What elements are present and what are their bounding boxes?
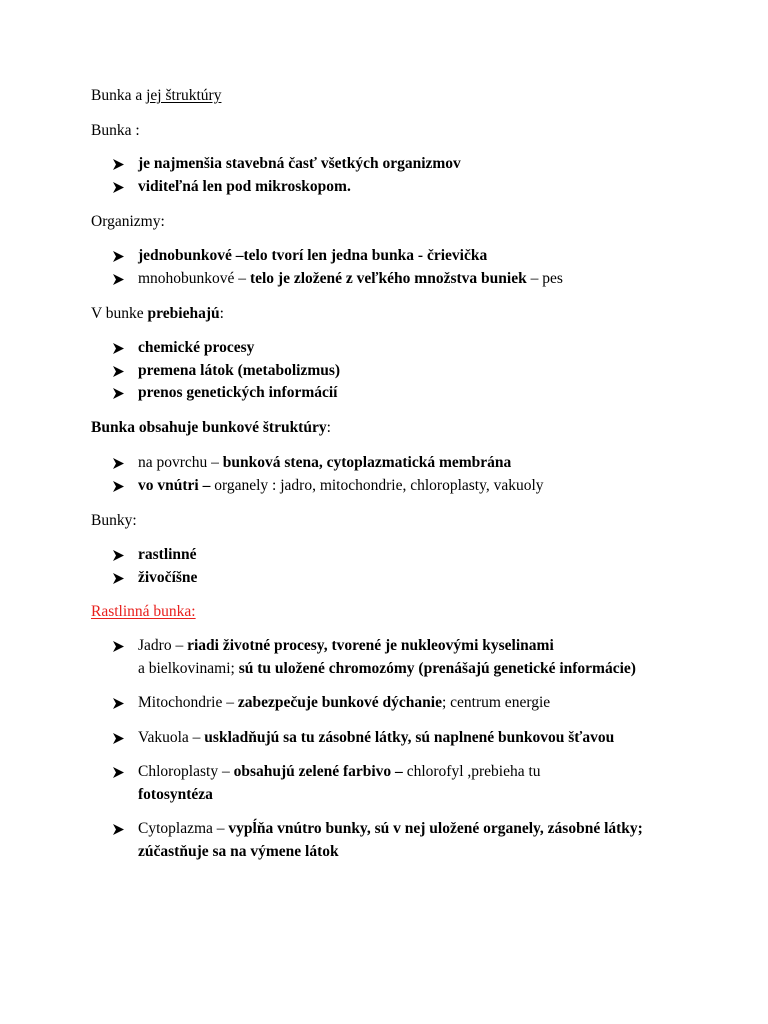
arrow-bullet-icon [113,343,124,354]
list-organizmy [113,245,683,290]
arrow-bullet-icon [113,767,124,778]
heading-bunka: Bunka : [91,122,140,139]
arrow-bullet-icon [113,251,124,262]
arrow-bullet-icon [113,274,124,285]
list-item: prenos genetických informácií [113,382,683,405]
list-item: živočíšne [113,567,683,590]
list-item: na povrchu – bunková stena, cytoplazmatická membrána [113,452,683,475]
arrow-bullet-icon [113,641,124,652]
arrow-bullet-icon [113,698,124,709]
heading-bunky: Bunky: [91,512,137,529]
list-item: jednobunkové –telo tvorí len jedna bunka - črievička [113,245,683,268]
heading-prebiehaju: V bunke prebiehajú: [91,305,224,322]
heading-organizmy: Organizmy: [91,213,165,230]
list-item: rastlinné [113,544,683,567]
list-item: viditeľná len pod mikroskopom. [113,176,683,199]
list-bunky [113,544,683,589]
list-item: Mitochondrie – zabezpečuje bunkové dýchanie; centrum energie [113,692,683,715]
title-prefix: Bunka a [91,87,147,104]
arrow-bullet-icon [113,159,124,170]
arrow-bullet-icon [113,366,124,377]
document-title [91,85,221,108]
list-item: Jadro – riadi životné procesy, tvorené je nukleovými kyselinami a bielkovinami; sú tu uložené chromozómy (prenášajú genetické informácie) [113,635,683,680]
list-item: Cytoplazma – vypĺňa vnútro bunky, sú v nej uložené organely, zásobné látky; zúčastňuje sa na výmene látok [113,818,683,863]
arrow-bullet-icon [113,550,124,561]
heading-struktury: Bunka obsahuje bunkové štruktúry: [91,419,331,436]
list-item: chemické procesy [113,337,683,360]
list-rastlinna [113,635,683,875]
list-item: Vakuola – uskladňujú sa tu zásobné látky, sú naplnené bunkovou šťavou [113,727,683,750]
list-prebiehaju [113,337,683,405]
list-item: vo vnútri – organely : jadro, mitochondrie, chloroplasty, vakuoly [113,475,683,498]
arrow-bullet-icon [113,182,124,193]
list-item: premena látok (metabolizmus) [113,360,683,383]
arrow-bullet-icon [113,573,124,584]
list-item: Chloroplasty – obsahujú zelené farbivo – chlorofyl ,prebieha tu fotosyntéza [113,761,683,806]
title-underlined: jej štruktúry [146,87,222,104]
list-struktury [113,452,683,497]
arrow-bullet-icon [113,458,124,469]
heading-rastlinna-bunka: Rastlinná bunka: [91,603,196,620]
list-bunka [113,153,683,198]
arrow-bullet-icon [113,824,124,835]
arrow-bullet-icon [113,388,124,399]
list-item: je najmenšia stavebná časť všetkých organizmov [113,153,683,176]
list-item: mnohobunkové – telo je zložené z veľkého množstva buniek – pes [113,268,683,291]
arrow-bullet-icon [113,733,124,744]
arrow-bullet-icon [113,481,124,492]
